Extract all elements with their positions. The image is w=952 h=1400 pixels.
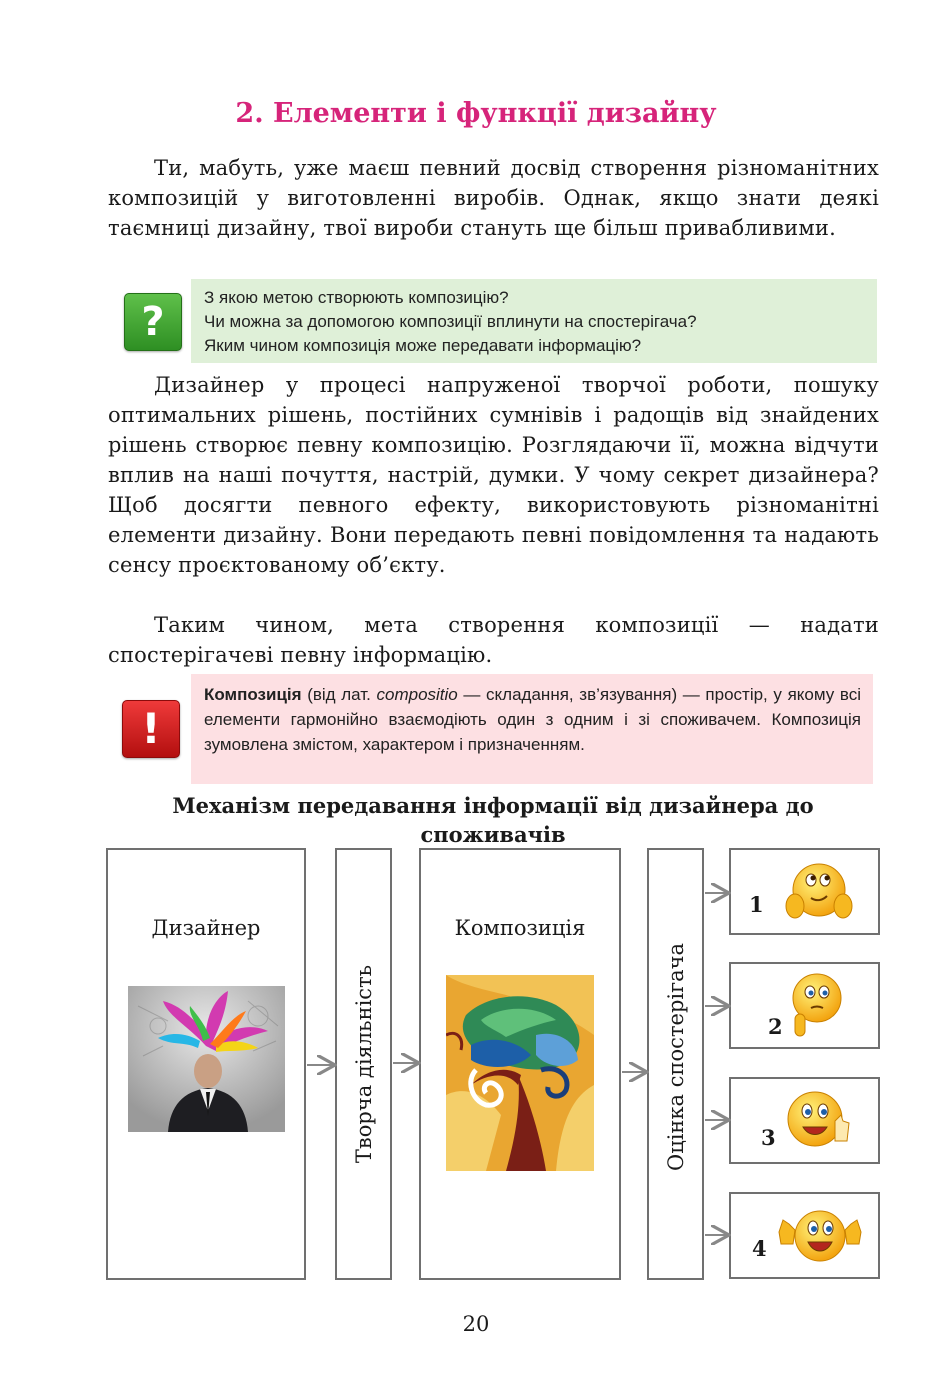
composition-label: Композиція: [454, 916, 586, 940]
main-text: Дизайнер у процесі напруженої творчої роботи, пошуку оптимальних рішень, постійних сумнівів і радощів від знайдених рішень створює певну композицію. Розглядаючи її, можна відчути вплив на наші почуття, настрій, думки. У чому секрет дизайнера? Щоб досягти певного ефекту, використовують різноманітні елементи дизайну. Вони передають певні повідомлення та надають сенсу проєктованому об’єкту.: [108, 373, 879, 577]
evaluation-label: Оцінка спостерігача: [664, 942, 688, 1171]
conclusion-text: Таким чином, мета створення композиції — надати спостерігачеві певну інформацію.: [108, 613, 879, 667]
activity-label: Творча діяльність: [352, 964, 376, 1164]
definition-term: Композиція: [204, 685, 302, 704]
question-2: Чи можна за допомогою композиції вплинути на спостерігача?: [204, 312, 697, 331]
outcome-number-1: 1: [749, 892, 764, 917]
definition-text: Композиція (від лат. compositio — складання, зв’язування) — простір, у якому всі елементи гармонійно взаємодіють один з одним і зі споживачем. Композиція зумовлена змістом, характером і призначенням.: [204, 685, 861, 754]
question-mark-icon: ?: [124, 293, 182, 351]
exclamation-icon: !: [122, 700, 180, 758]
page-number: 20: [462, 1312, 490, 1336]
intro-text: Ти, мабуть, уже маєш певний досвід створення різноманітних композицій у виготовленні виробів. Однак, якщо знати деякі таємниці дизайну, твої вироби стануть ще більш привабливими.: [108, 156, 879, 240]
outcome-number-4: 4: [752, 1236, 767, 1261]
section-title: 2. Елементи і функції дизайну: [235, 98, 717, 129]
outcome-number-2: 2: [768, 1014, 783, 1039]
outcome-number-3: 3: [761, 1125, 776, 1150]
latin-word: compositio: [376, 685, 458, 704]
diagram-title: Механізм передавання інформації від дизайнера до споживачів: [172, 793, 814, 847]
question-1: З якою метою створюють композицію?: [204, 288, 509, 307]
question-3: Яким чином композиція може передавати інформацію?: [204, 336, 642, 355]
designer-label: Дизайнер: [151, 916, 261, 940]
